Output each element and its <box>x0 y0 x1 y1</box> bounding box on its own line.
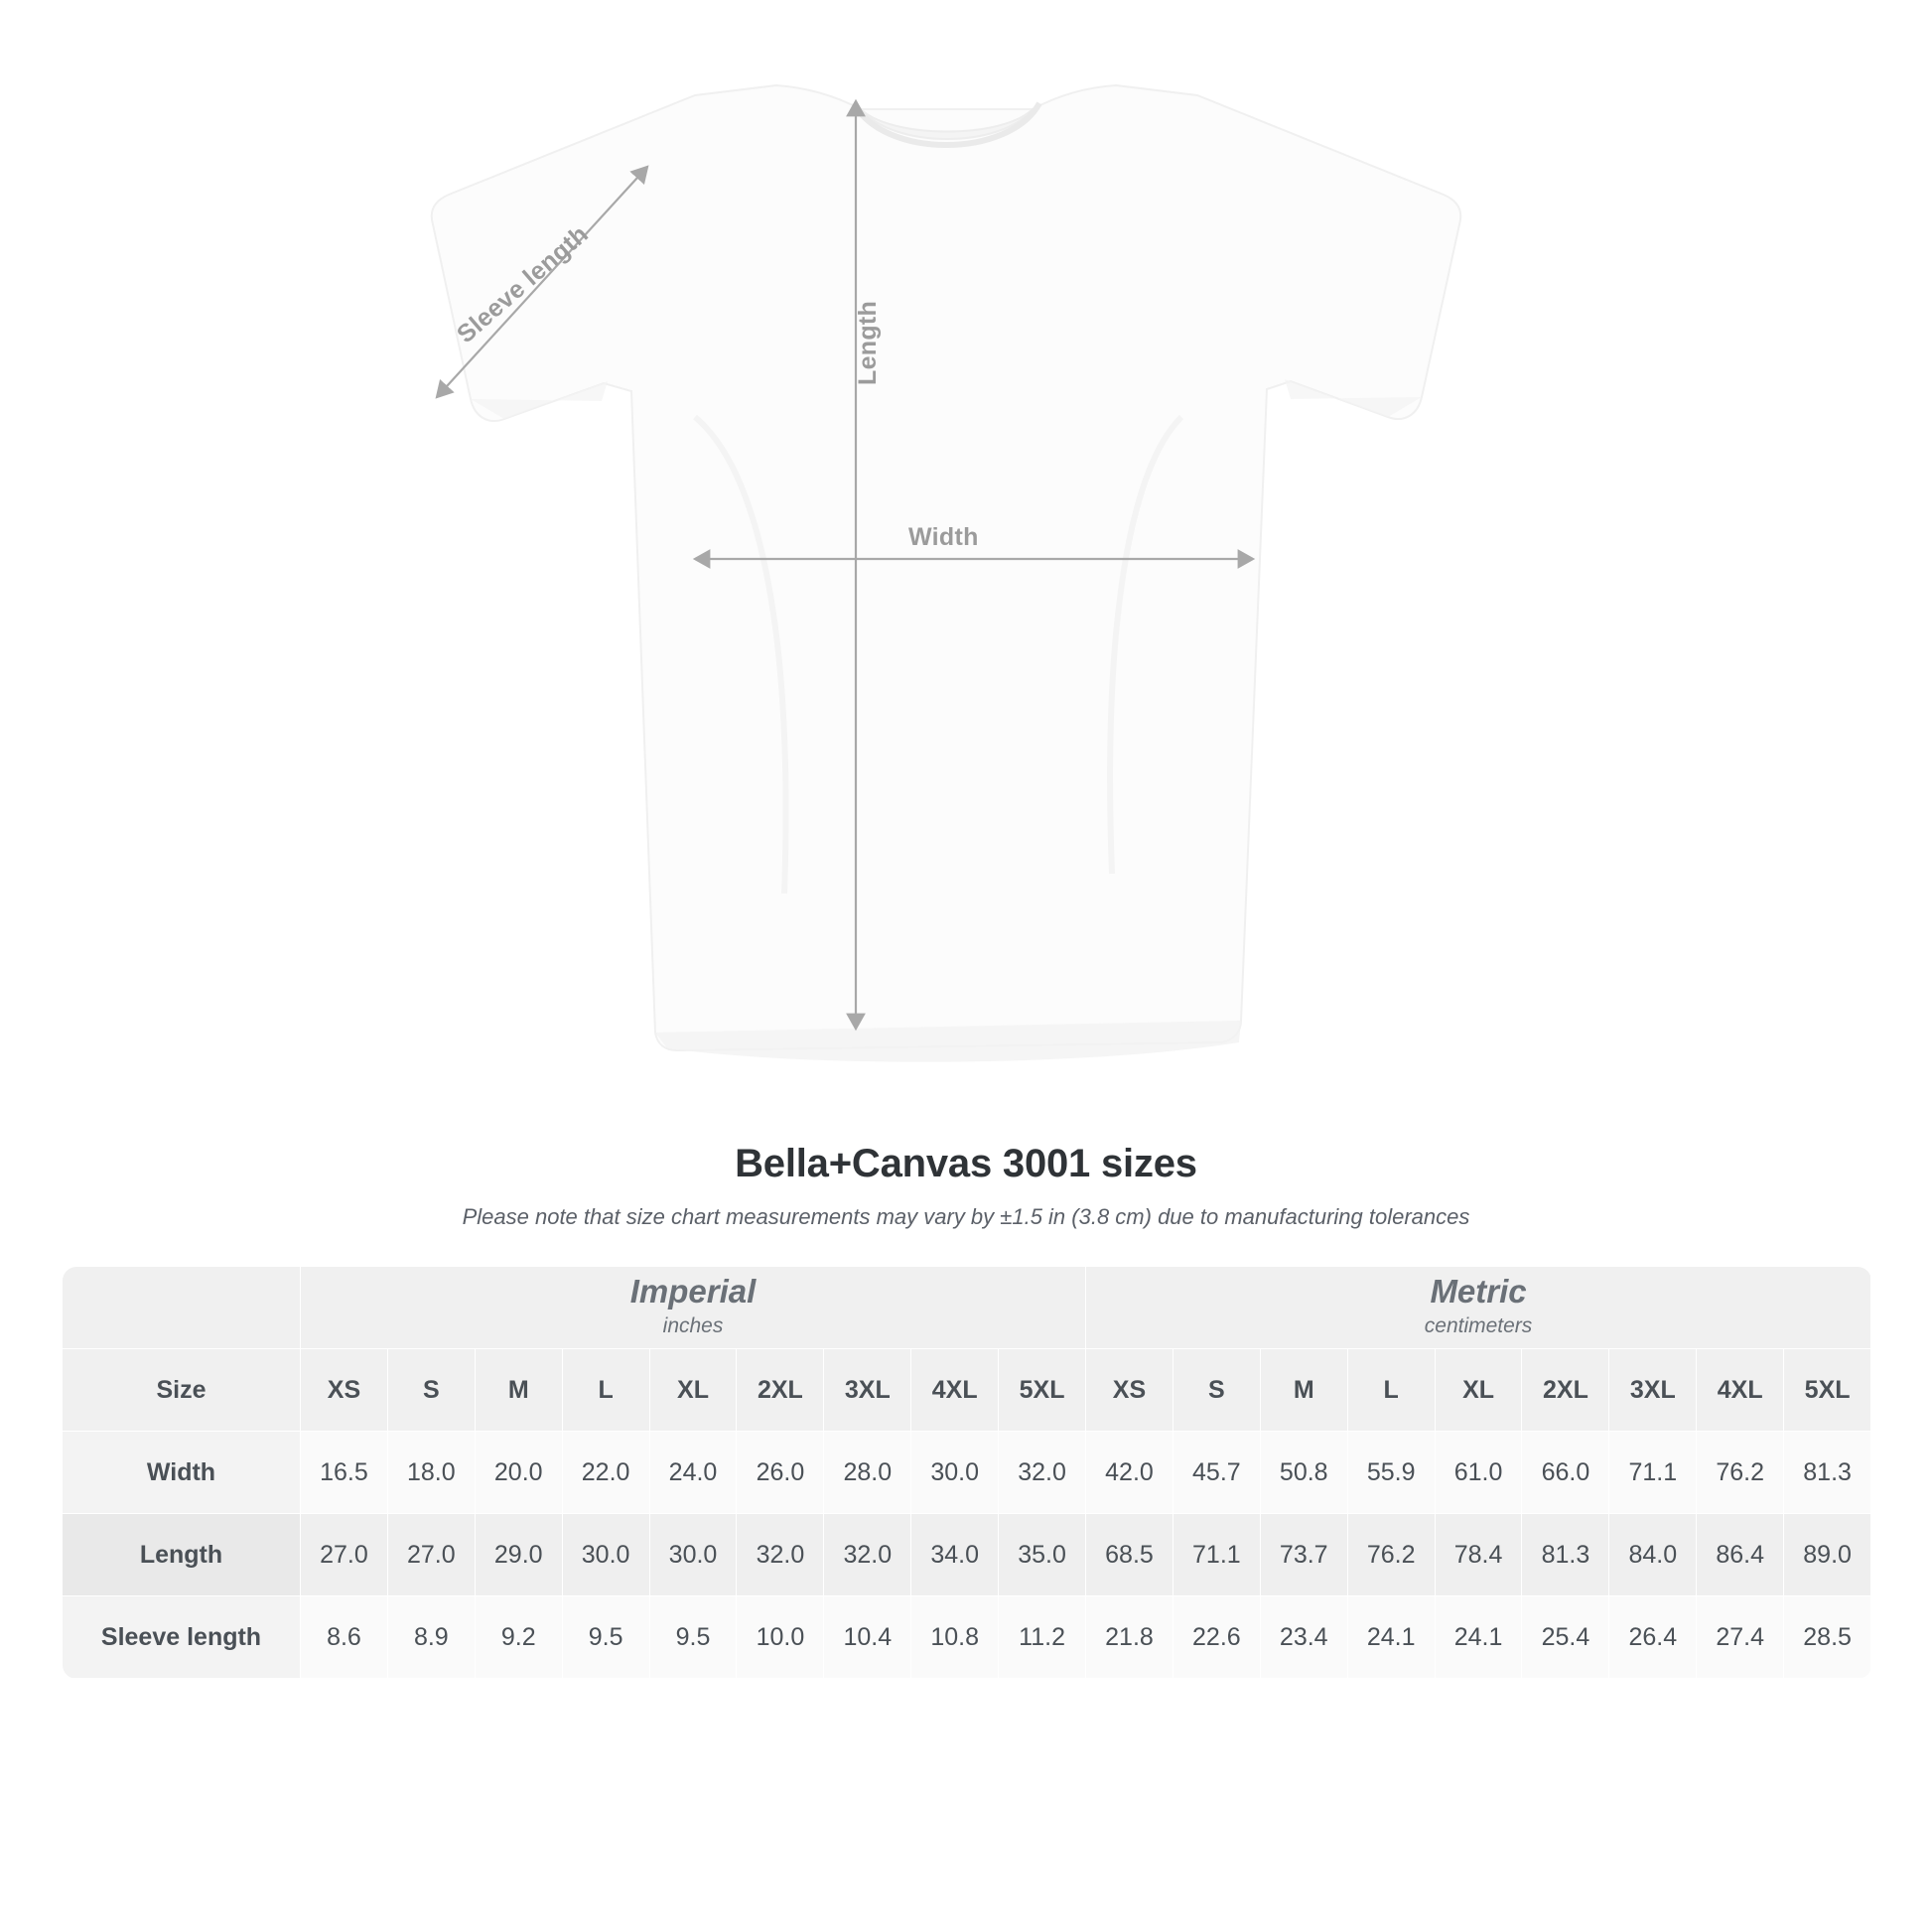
cell-sleeve-length: 26.4 <box>1609 1596 1697 1679</box>
cell-width: 32.0 <box>999 1432 1086 1514</box>
cell-length: 30.0 <box>562 1514 649 1596</box>
chart-heading <box>0 1142 1932 1230</box>
unit-group-imperial-name: Imperial <box>629 1273 757 1311</box>
table-row <box>63 1514 1871 1596</box>
cell-length: 89.0 <box>1784 1514 1871 1596</box>
table-row <box>63 1432 1871 1514</box>
cell-length: 78.4 <box>1435 1514 1522 1596</box>
size-header-cell: 5XL <box>1784 1349 1871 1432</box>
unit-group-imperial-sub: inches <box>662 1314 724 1338</box>
size-header-cell: L <box>1347 1349 1435 1432</box>
size-header-cell: XS <box>301 1349 388 1432</box>
cell-sleeve-length: 11.2 <box>999 1596 1086 1679</box>
cell-sleeve-length: 23.4 <box>1260 1596 1347 1679</box>
cell-length: 81.3 <box>1522 1514 1609 1596</box>
cell-length: 34.0 <box>911 1514 999 1596</box>
cell-length: 32.0 <box>824 1514 911 1596</box>
size-header-cell: XS <box>1086 1349 1173 1432</box>
cell-width: 81.3 <box>1784 1432 1871 1514</box>
cell-length: 68.5 <box>1086 1514 1173 1596</box>
cell-sleeve-length: 28.5 <box>1784 1596 1871 1679</box>
size-header-cell: M <box>1260 1349 1347 1432</box>
length-dimension-label: Length <box>854 300 882 385</box>
cell-width: 18.0 <box>387 1432 475 1514</box>
size-header-cell: 2XL <box>737 1349 824 1432</box>
tolerance-note: Please note that size chart measurements may vary by ±1.5 in (3.8 cm) due to manufacturing tolerances <box>462 1204 1470 1229</box>
cell-length: 27.0 <box>301 1514 388 1596</box>
sleeve-length-dimension-label: Sleeve length <box>452 219 594 349</box>
cell-length: 27.0 <box>387 1514 475 1596</box>
row-label-sleeve-length: Sleeve length <box>63 1596 301 1679</box>
cell-sleeve-length: 27.4 <box>1697 1596 1784 1679</box>
unit-group-imperial <box>301 1267 1086 1349</box>
cell-sleeve-length: 8.6 <box>301 1596 388 1679</box>
cell-length: 30.0 <box>649 1514 737 1596</box>
cell-length: 71.1 <box>1173 1514 1260 1596</box>
cell-sleeve-length: 9.2 <box>475 1596 562 1679</box>
size-header-cell: 4XL <box>911 1349 999 1432</box>
table-corner-cell <box>63 1267 301 1349</box>
size-header-cell: S <box>1173 1349 1260 1432</box>
cell-width: 22.0 <box>562 1432 649 1514</box>
cell-width: 55.9 <box>1347 1432 1435 1514</box>
cell-width: 50.8 <box>1260 1432 1347 1514</box>
cell-sleeve-length: 10.8 <box>911 1596 999 1679</box>
cell-width: 66.0 <box>1522 1432 1609 1514</box>
size-header-label: Size <box>63 1349 301 1432</box>
cell-width: 24.0 <box>649 1432 737 1514</box>
width-dimension-label: Width <box>908 523 979 551</box>
cell-sleeve-length: 24.1 <box>1435 1596 1522 1679</box>
row-label-length: Length <box>63 1514 301 1596</box>
cell-sleeve-length: 9.5 <box>562 1596 649 1679</box>
size-table <box>62 1266 1871 1679</box>
cell-length: 84.0 <box>1609 1514 1697 1596</box>
size-header-cell: M <box>475 1349 562 1432</box>
unit-group-metric <box>1086 1267 1871 1349</box>
size-header-cell: 3XL <box>824 1349 911 1432</box>
table-row <box>63 1596 1871 1679</box>
size-header-cell: 5XL <box>999 1349 1086 1432</box>
cell-width: 16.5 <box>301 1432 388 1514</box>
cell-width: 26.0 <box>737 1432 824 1514</box>
cell-sleeve-length: 9.5 <box>649 1596 737 1679</box>
cell-sleeve-length: 25.4 <box>1522 1596 1609 1679</box>
cell-length: 32.0 <box>737 1514 824 1596</box>
cell-sleeve-length: 24.1 <box>1347 1596 1435 1679</box>
cell-length: 76.2 <box>1347 1514 1435 1596</box>
cell-length: 86.4 <box>1697 1514 1784 1596</box>
cell-sleeve-length: 8.9 <box>387 1596 475 1679</box>
cell-length: 29.0 <box>475 1514 562 1596</box>
cell-sleeve-length: 10.4 <box>824 1596 911 1679</box>
unit-group-metric-name: Metric <box>1430 1273 1527 1311</box>
size-header-cell: L <box>562 1349 649 1432</box>
size-header-cell: 2XL <box>1522 1349 1609 1432</box>
cell-width: 61.0 <box>1435 1432 1522 1514</box>
cell-width: 76.2 <box>1697 1432 1784 1514</box>
cell-sleeve-length: 22.6 <box>1173 1596 1260 1679</box>
cell-width: 45.7 <box>1173 1432 1260 1514</box>
cell-width: 42.0 <box>1086 1432 1173 1514</box>
size-header-cell: 4XL <box>1697 1349 1784 1432</box>
cell-sleeve-length: 10.0 <box>737 1596 824 1679</box>
cell-width: 28.0 <box>824 1432 911 1514</box>
unit-group-metric-sub: centimeters <box>1424 1314 1533 1338</box>
cell-width: 30.0 <box>911 1432 999 1514</box>
page-title: Bella+Canvas 3001 sizes <box>735 1142 1197 1185</box>
size-table-wrapper <box>62 1266 1870 1679</box>
size-header-cell: XL <box>649 1349 737 1432</box>
row-label-width: Width <box>63 1432 301 1514</box>
size-header-cell: 3XL <box>1609 1349 1697 1432</box>
cell-sleeve-length: 21.8 <box>1086 1596 1173 1679</box>
cell-width: 71.1 <box>1609 1432 1697 1514</box>
cell-width: 20.0 <box>475 1432 562 1514</box>
cell-length: 73.7 <box>1260 1514 1347 1596</box>
size-header-cell: S <box>387 1349 475 1432</box>
size-header-row <box>63 1349 1871 1432</box>
unit-header-row <box>63 1267 1871 1349</box>
cell-length: 35.0 <box>999 1514 1086 1596</box>
size-header-cell: XL <box>1435 1349 1522 1432</box>
